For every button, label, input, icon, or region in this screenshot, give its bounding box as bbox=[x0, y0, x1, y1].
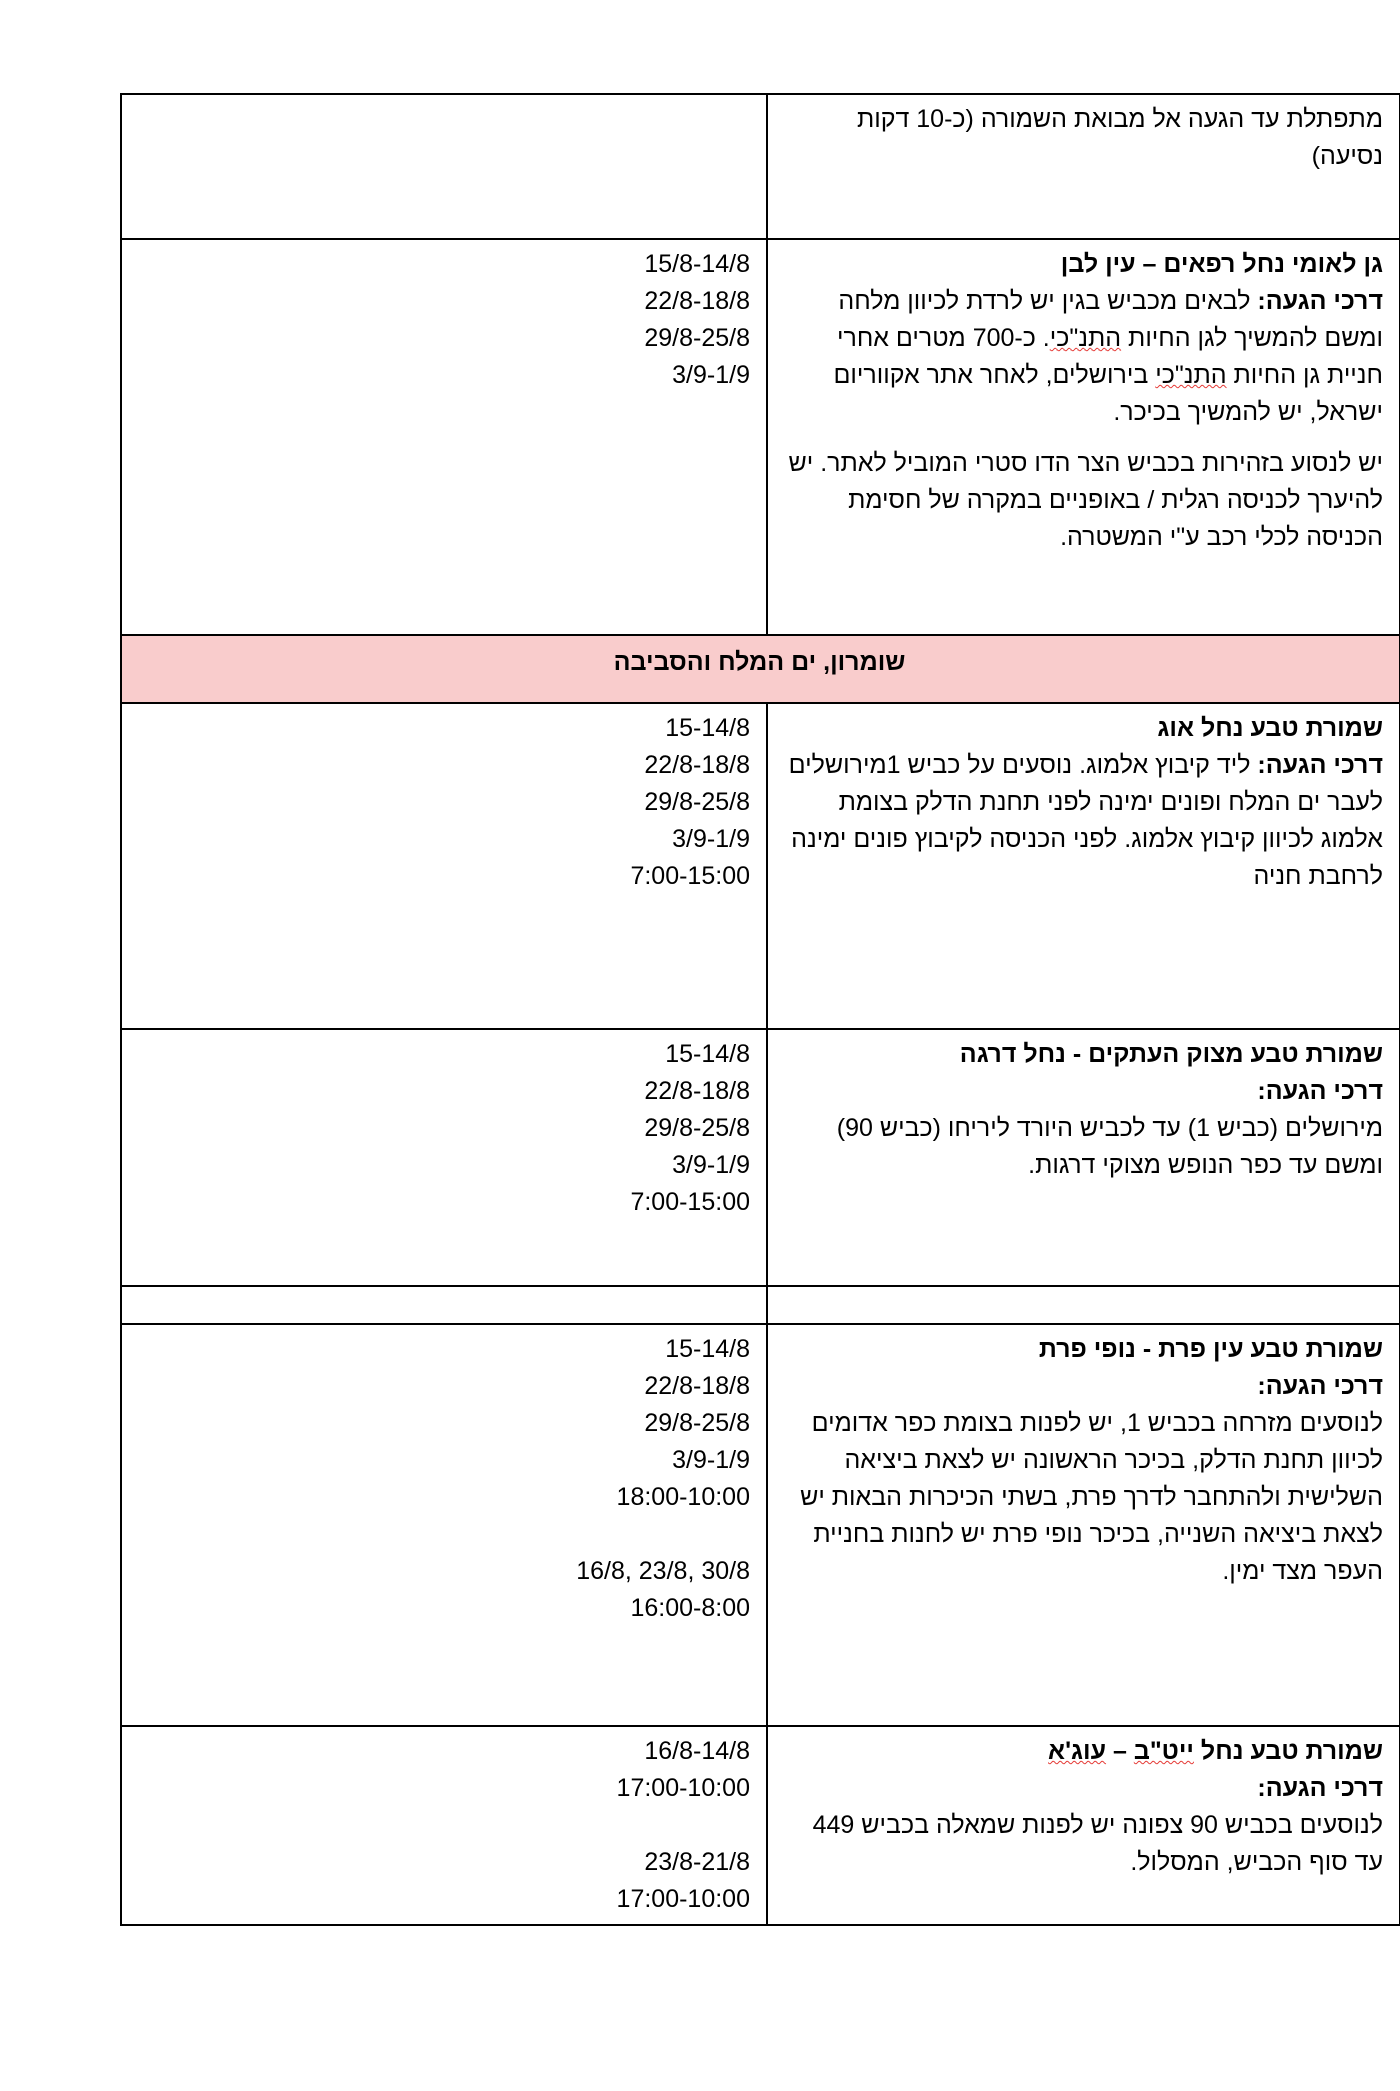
description-text: מתפתלת עד הגעה אל מבואת השמורה (כ-10 דקות נסיעה) bbox=[856, 105, 1383, 170]
opening-hours: 7:00-15:00 bbox=[630, 862, 750, 890]
table-row bbox=[121, 239, 1400, 635]
description-cell bbox=[767, 1029, 1400, 1286]
dates-cell bbox=[121, 1029, 767, 1286]
access-note: יש לנסוע בזהירות בכביש הצר הדו סטרי המוביל לאתר. יש להיערך לכניסה רגלית / באופניים במקרה של חסימת הכניסה לכלי רכב ע"י המשטרה. bbox=[788, 449, 1383, 551]
table-row bbox=[121, 1324, 1400, 1726]
misspelled-word: עוג'א bbox=[1048, 1737, 1107, 1765]
date-range: 29/8-25/8 bbox=[644, 788, 750, 816]
opening-hours: 7:00-15:00 bbox=[630, 1188, 750, 1216]
description-cell bbox=[767, 94, 1400, 239]
description-cell bbox=[767, 703, 1400, 1029]
opening-hours: 17:00-10:00 bbox=[616, 1774, 750, 1802]
date-range: 16/8-14/8 bbox=[644, 1737, 750, 1765]
table-row bbox=[121, 1029, 1400, 1286]
access-directions: לנוסעים בכביש 90 צפונה יש לפנות שמאלה בכביש 449 עד סוף הכביש, המסלול. bbox=[812, 1811, 1383, 1876]
opening-hours: 17:00-10:00 bbox=[616, 1885, 750, 1913]
access-directions: מירושלים (כביש 1) עד לכביש היורד ליריחו (כביש 90) ומשם עד כפר הנופש מצוקי דרגות. bbox=[836, 1114, 1383, 1179]
dates-cell bbox=[121, 703, 767, 1029]
date-range: 15-14/8 bbox=[665, 1040, 750, 1068]
dates-cell bbox=[121, 1324, 767, 1726]
date-range: 29/8-25/8 bbox=[644, 1409, 750, 1437]
date-range: 22/8-18/8 bbox=[644, 1077, 750, 1105]
dates-cell bbox=[121, 1286, 767, 1324]
site-title: שמורת טבע נחל אוג bbox=[1157, 714, 1383, 742]
date-range: 22/8-18/8 bbox=[644, 287, 750, 315]
site-title: שמורת טבע נחל ייט"ב – עוג'א bbox=[1048, 1737, 1383, 1765]
opening-hours: 16:00-8:00 bbox=[630, 1594, 750, 1622]
access-label: דרכי הגעה: bbox=[1257, 287, 1383, 315]
date-range: 23/8-21/8 bbox=[644, 1848, 750, 1876]
date-range: 3/9-1/9 bbox=[672, 361, 750, 389]
date-range: 3/9-1/9 bbox=[672, 1446, 750, 1474]
section-header-row bbox=[121, 635, 1400, 703]
date-range: 3/9-1/9 bbox=[672, 825, 750, 853]
table-row bbox=[121, 703, 1400, 1029]
misspelled-word: התנ"כי bbox=[1155, 361, 1227, 389]
access-label: דרכי הגעה: bbox=[1257, 751, 1383, 779]
dates-cell bbox=[121, 94, 767, 239]
date-range: 15-14/8 bbox=[665, 1335, 750, 1363]
access-label: דרכי הגעה: bbox=[1257, 1774, 1383, 1802]
access-directions: דרכי הגעה: ליד קיבוץ אלמוג. נוסעים על כביש 1מירושלים לעבר ים המלח ופונים ימינה לפני תחנת הדלק בצומת אלמוג לכיוון קיבוץ אלמוג. לפני הכניסה לקיבוץ פונים ימינה לרחבת חניה bbox=[788, 751, 1383, 890]
date-range: 15/8-14/8 bbox=[644, 250, 750, 278]
site-title: שמורת טבע מצוק העתקים - נחל דרגה bbox=[959, 1040, 1383, 1068]
schedule-table bbox=[120, 93, 1400, 1926]
table-row bbox=[121, 1726, 1400, 1925]
site-title: שמורת טבע עין פרת - נופי פרת bbox=[1038, 1335, 1383, 1363]
misspelled-word: ייט"ב bbox=[1133, 1737, 1194, 1765]
site-title: גן לאומי נחל רפאים – עין לבן bbox=[1060, 250, 1383, 278]
date-list: 16/8, 23/8, 30/8 bbox=[576, 1557, 750, 1585]
description-cell bbox=[767, 1286, 1400, 1324]
dates-cell bbox=[121, 239, 767, 635]
access-label: דרכי הגעה: bbox=[1257, 1372, 1383, 1400]
access-label: דרכי הגעה: bbox=[1257, 1077, 1383, 1105]
date-range: 29/8-25/8 bbox=[644, 324, 750, 352]
date-range: 29/8-25/8 bbox=[644, 1114, 750, 1142]
description-cell bbox=[767, 239, 1400, 635]
description-cell bbox=[767, 1324, 1400, 1726]
misspelled-word: התנ"כי bbox=[1049, 324, 1122, 352]
table-row bbox=[121, 94, 1400, 239]
date-range: 22/8-18/8 bbox=[644, 751, 750, 779]
date-range: 3/9-1/9 bbox=[672, 1151, 750, 1179]
section-title: שומרון, ים המלח והסביבה bbox=[121, 635, 1400, 703]
opening-hours: 18:00-10:00 bbox=[616, 1483, 750, 1511]
access-directions: לנוסעים מזרחה בכביש 1, יש לפנות בצומת כפר אדומים לכיוון תחנת הדלק, בכיכר הראשונה יש לצאת ביציאה השלישית ולהתחבר לדרך פרת, בשתי הכיכרות הבאות יש לצאת ביציאה השנייה, בכיכר נופי פרת יש לחנות בחניית העפר מצד ימין. bbox=[800, 1409, 1383, 1585]
date-range: 22/8-18/8 bbox=[644, 1372, 750, 1400]
date-range: 15-14/8 bbox=[665, 714, 750, 742]
dates-cell bbox=[121, 1726, 767, 1925]
description-cell bbox=[767, 1726, 1400, 1925]
access-directions: דרכי הגעה: לבאים מכביש בגין יש לרדת לכיוון מלחה ומשם להמשיך לגן החיות התנ"כי. כ-700 מטרים אחרי חניית גן החיות התנ"כי בירושלים, לאחר אתר אקווריום ישראל, יש להמשיך בכיכר. bbox=[833, 287, 1383, 426]
empty-row bbox=[121, 1286, 1400, 1324]
